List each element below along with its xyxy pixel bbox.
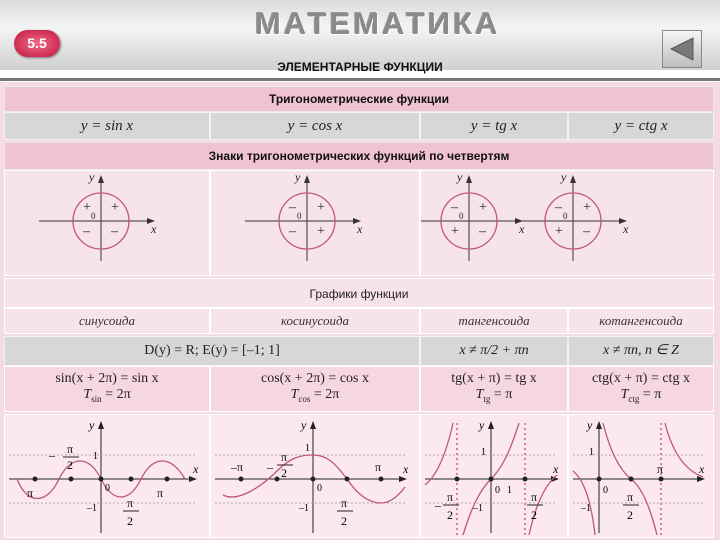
point [129, 477, 134, 482]
quadrant-sign: – [583, 224, 590, 239]
y-axis-arrow [596, 421, 602, 429]
tick-pi2-num: π [341, 496, 348, 510]
period-identity-tg: tg(x + π) = tg x [451, 371, 537, 386]
function-ctg: y = ctg x [568, 112, 714, 140]
y-axis-arrow [570, 175, 576, 183]
tick-two: 2 [281, 466, 287, 480]
tick-one: 1 [93, 451, 98, 462]
quadrant-sign: + [451, 224, 459, 239]
tg-graph [421, 415, 569, 539]
x-label: x [151, 222, 157, 236]
divider [0, 78, 720, 81]
tick-pi2-den: 2 [531, 508, 537, 522]
tick-one-x: 1 [507, 485, 512, 496]
tg-curve-left [425, 423, 453, 485]
tick-pi2-num: π [127, 496, 134, 510]
period-value-tg: $T_{tg} = \pi$ [475, 387, 513, 404]
x-label: x [193, 462, 199, 476]
point [275, 477, 280, 482]
origin-label: 0 [563, 211, 568, 221]
x-label: x [357, 222, 363, 236]
y-axis-arrow [310, 421, 316, 429]
triangle-left-icon [667, 35, 697, 63]
tick-pi-num: π [447, 490, 454, 504]
function-cos: y = cos x [210, 112, 420, 140]
function-sin: y = sin x [4, 112, 210, 140]
graph-cell-cos [210, 414, 420, 538]
tick-one: 1 [481, 447, 486, 458]
period-cell-cos [210, 366, 420, 412]
period-value-ctg: $T_{ctg} = \pi$ [620, 387, 662, 404]
point [33, 477, 38, 482]
curve-name-sin: синусоида [4, 308, 210, 334]
curve-name-cos: косинусоида [210, 308, 420, 334]
quadrant-sign: + [111, 200, 119, 215]
period-cell-tg [420, 366, 568, 412]
tick-minus-one: –1 [473, 503, 483, 514]
graph-cell-sin [4, 414, 210, 538]
tick-pi-num: π [627, 490, 634, 504]
point [455, 477, 460, 482]
tick-pi-num: π [281, 450, 288, 464]
signs-cell-tg-ctg [420, 170, 714, 276]
y-axis-arrow [466, 175, 472, 183]
tick-two: 2 [627, 508, 633, 522]
point [523, 477, 528, 482]
ctg-graph [569, 415, 715, 539]
curve-name-tg: тангенсоида [420, 308, 568, 334]
x-axis-arrow [399, 476, 407, 482]
origin-label: 0 [105, 483, 110, 494]
tick-one: 1 [589, 447, 594, 458]
origin-label: 0 [91, 211, 96, 221]
domain-sincos: D(y) = R; E(y) = [–1; 1] [4, 336, 420, 366]
tick-pi: π [157, 486, 164, 500]
point [379, 477, 384, 482]
y-label: y [301, 418, 307, 432]
origin-label: 0 [297, 211, 302, 221]
point [99, 477, 104, 482]
point [311, 477, 316, 482]
x-label: x [519, 222, 525, 236]
y-label: y [561, 171, 567, 184]
origin-label: 0 [317, 483, 322, 494]
x-label: x [699, 462, 705, 476]
brand-title: МАТЕМАТИКА [255, 6, 501, 41]
point [659, 477, 664, 482]
signs-cell-cos [210, 170, 420, 276]
x-label: x [403, 462, 409, 476]
origin-label: 0 [603, 485, 608, 496]
y-axis-arrow [98, 175, 104, 183]
quadrant-sign: + [583, 200, 591, 215]
x-label: x [553, 462, 559, 476]
tick-minus-pi: –π [231, 460, 244, 474]
period-value-sin: $T_{sin} = 2\pi$ [83, 387, 131, 404]
quadrant-sign: – [451, 200, 458, 215]
graph-cell-tg [420, 414, 568, 538]
y-label: y [457, 171, 463, 184]
quadrant-sign: + [317, 200, 325, 215]
signs-cell-sin [4, 170, 210, 276]
quadrant-sign: – [555, 200, 562, 215]
unit-circle-cos-diagram [211, 171, 421, 277]
point [69, 477, 74, 482]
point [345, 477, 350, 482]
quadrant-sign: + [83, 200, 91, 215]
section-header-trig: Тригонометрические функции [4, 86, 714, 112]
origin-label: 0 [495, 485, 500, 496]
y-axis-arrow [488, 421, 494, 429]
period-cell-sin [4, 366, 210, 412]
period-cell-ctg [568, 366, 714, 412]
period-identity-sin: sin(x + 2π) = sin x [55, 371, 159, 386]
domain-tg: x ≠ π/2 + πn [420, 336, 568, 366]
curve-name-ctg: котангенсоида [568, 308, 714, 334]
y-label: y [89, 171, 95, 184]
unit-circle-sin-diagram [5, 171, 211, 277]
quadrant-sign: – [479, 224, 486, 239]
y-axis-arrow [304, 175, 310, 183]
section-header-signs: Знаки тригонометрических функций по четвертям [4, 142, 714, 170]
tick-minus-sign: – [267, 460, 273, 474]
ctg-curve-right [665, 423, 703, 477]
tick-minus-sign: – [49, 448, 55, 462]
domain-ctg: x ≠ πn, n ∈ Z [568, 336, 714, 366]
tick-minus-one: –1 [299, 503, 309, 514]
tick-minus-one: –1 [87, 503, 97, 514]
graph-cell-ctg [568, 414, 714, 538]
origin-label: 0 [459, 211, 464, 221]
section-badge: 5.5 [14, 30, 60, 57]
period-identity-cos: cos(x + 2π) = cos x [260, 371, 369, 386]
x-axis-arrow [189, 476, 197, 482]
point [489, 477, 494, 482]
tick-minus-one: –1 [581, 503, 591, 514]
tick-minus-sign: – [435, 498, 441, 512]
quadrant-sign: – [83, 224, 90, 239]
tick-two: 2 [447, 508, 453, 522]
quadrant-sign: – [289, 200, 296, 215]
tick-two: 2 [67, 458, 73, 472]
quadrant-sign: – [111, 224, 118, 239]
tick-pi2-den: 2 [341, 514, 347, 528]
tick-pi-num: π [67, 442, 74, 456]
point [629, 477, 634, 482]
content-panel [0, 82, 720, 540]
quadrant-sign: + [555, 224, 563, 239]
tick-pi: π [375, 460, 382, 474]
period-value-cos: $T_{cos} = 2\pi$ [290, 387, 340, 404]
quadrant-sign: – [289, 224, 296, 239]
period-identity-ctg: ctg(x + π) = ctg x [592, 371, 690, 386]
function-tg: y = tg x [420, 112, 568, 140]
quadrant-sign: + [317, 224, 325, 239]
tick-pi: π [657, 462, 664, 476]
section-header-graphs: Графики функции [4, 278, 714, 308]
page-title: ЭЛЕМЕНТАРНЫЕ ФУНКЦИИ [277, 60, 443, 74]
y-label: y [587, 418, 593, 432]
tick-one: 1 [305, 443, 310, 454]
point [597, 477, 602, 482]
sin-graph [5, 415, 211, 539]
y-label: y [89, 418, 95, 432]
x-label: x [623, 222, 629, 236]
y-label: y [479, 418, 485, 432]
quadrant-sign: + [479, 200, 487, 215]
point [239, 477, 244, 482]
tick-minus-pi: π [27, 486, 34, 500]
tick-pi2-num: π [531, 490, 538, 504]
y-label: y [295, 171, 301, 184]
cos-graph [211, 415, 421, 539]
point [165, 477, 170, 482]
unit-circle-tg-ctg-diagrams [421, 171, 715, 277]
tick-pi2-den: 2 [127, 514, 133, 528]
y-axis-arrow [98, 421, 104, 429]
